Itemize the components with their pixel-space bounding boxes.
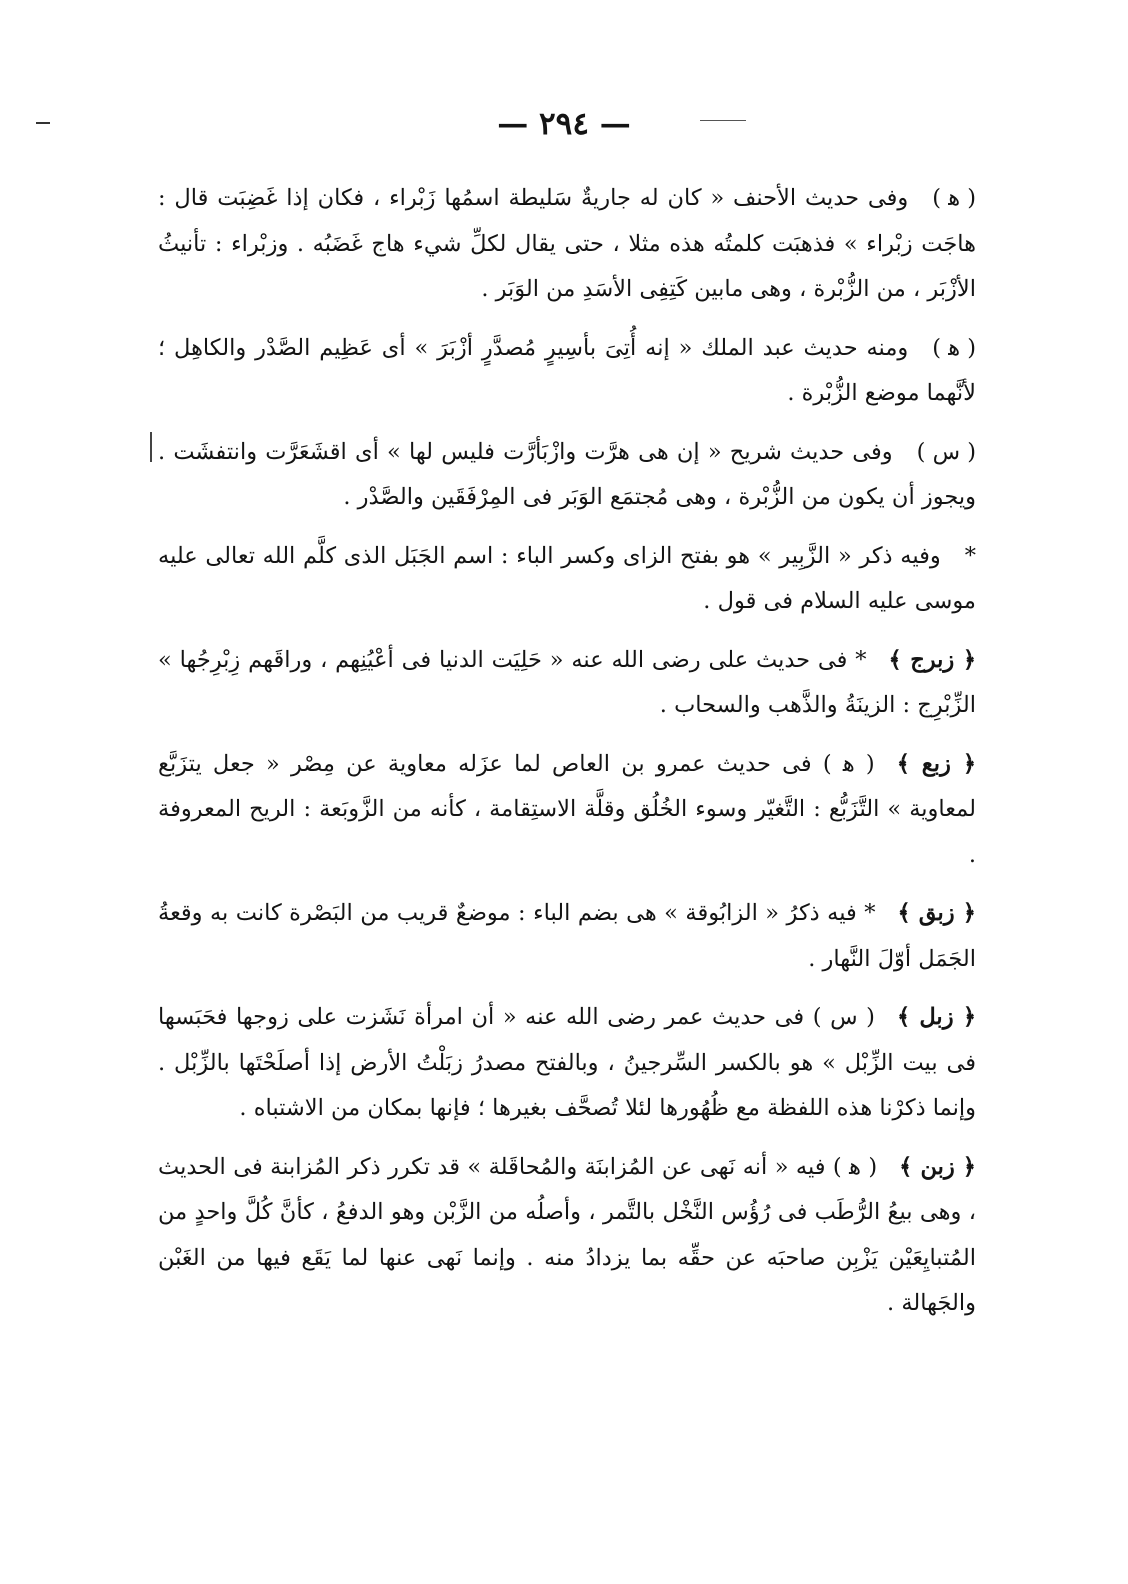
- page-number: — ٢٩٤ —: [497, 106, 631, 142]
- entry-paragraph: [158, 534, 976, 625]
- entry-headword: ﴿ زبق ﴾: [897, 900, 976, 926]
- entry-headword: ﴿ زبل ﴾: [896, 1004, 977, 1030]
- entry-text: وفى حديث الأحنف « كان له جاريةٌ سَليطة اسمُها زَبْراء ، فكان إذا غَضِبَت قال : هاجَت زبْراء » فذهبَت كلمتُه هذه مثلا ، حتى يقال لكلِّ شيء هاج غَضَبُه . وزبْراء : تأنيثُ الأزْبَر ، من الزُّبْرة ، وهى مابين كَتِفِى الأسَدِ من الوَبَر .: [158, 185, 976, 302]
- page-body: [158, 176, 976, 1340]
- entry-text: ( ﻫ ) فى حديث عمرو بن العاص لما عزَله معاوية عن مِصْر « جعل يتزَبَّع لمعاوية » التَّزَبُّع : التَّغيّر وسوء الخُلُق وقلَّة الاستِقامة ، كأنه من الزَّوبَعة : الريح المعروفة .: [158, 750, 976, 868]
- entry-paragraph: [158, 430, 976, 521]
- entry-text: وفيه ذكر « الزَّبِير » هو بفتح الزاى وكسر الباء : اسم الجَبَل الذى كلَّم الله تعالى عليه موسى عليه السلام فى قول .: [158, 542, 976, 614]
- entry-paragraph: [158, 326, 976, 417]
- source-marker: ( ﻫ ): [932, 185, 976, 211]
- source-marker: *: [964, 542, 976, 569]
- entry-paragraph: [158, 891, 976, 982]
- entry-text: ( س ) فى حديث عمر رضى الله عنه « أن امرأة نَشَزت على زوجها فحَبَسها فى بيت الزِّبْل » هو بالكسر السِّرجينُ ، وبالفتح مصدرُ زبَلْتُ الأرض إذا أصلَحْتَها بالزِّبْل . وإنما ذكرْنا هذه اللفظة مع ظُهُورها لئلا تُصحَّف بغيرها ؛ فإنها بمكان من الاشتباه .: [158, 1004, 976, 1121]
- entry-text: ومنه حديث عبد الملك « إنه أُتِىَ بأسِيرٍ مُصدَّرٍ أزْبَرَ » أى عَظِيم الصَّدْر والكاهِل ؛ لأنَّهما موضع الزُّبْرة .: [158, 334, 976, 406]
- entry-paragraph: [158, 1145, 976, 1327]
- margin-mark: [150, 432, 152, 462]
- entry-paragraph: [158, 742, 976, 879]
- entry-text: ( ﻫ ) فيه « أنه نَهى عن المُزابنَة والمُحاقَلة » قد تكرر ذكر المُزابنة فى الحديث ، وهى بيعُ الرُّطَب فى رُؤُس النَّخْل بالتَّمر ، وأصلُه من الزَّبْن وهو الدفعُ ، كأنَّ كُلَّ واحدٍ من المُتبايِعَيْن يَزْبِن صاحبَه عن حقِّه بما يزدادُ منه . وإنما نَهى عنها لما يَقَع فيها من الغَبْن والجَهالة .: [158, 1153, 976, 1316]
- source-marker: ( ﻫ ): [932, 334, 976, 361]
- entry-paragraph: [158, 176, 976, 313]
- entry-text: * فيه ذكرُ « الزابُوقة » هى بضم الباء : موضعٌ قريب من البَصْرة كانت به وقعةُ الجَمَل أوّلَ النَّهار .: [158, 900, 976, 972]
- entry-headword: ﴿ زبن ﴾: [899, 1153, 976, 1180]
- entry-headword: ﴿ زبع ﴾: [896, 750, 976, 777]
- entry-paragraph: [158, 638, 976, 729]
- entry-text: وفى حديث شريح « إن هى هرَّت وازْبَأرَّت فليس لها » أى اقشَعَرَّت وانتفشَت . ويجوز أن يكون من الزُّبْرة ، وهى مُجتمَع الوَبَر فى المِرْفَقَين والصَّدْر .: [158, 438, 976, 510]
- entry-headword: ﴿ زبرج ﴾: [888, 646, 977, 673]
- entry-text: * فى حديث على رضى الله عنه « حَلِيَت الدنيا فى أعْيُنِهم ، وراقَهم زِبْرِجُها » الزِّبْرِج : الزينَةُ والذَّهب والسحاب .: [158, 646, 976, 718]
- source-marker: ( س ): [916, 438, 976, 465]
- entry-paragraph: [158, 995, 976, 1132]
